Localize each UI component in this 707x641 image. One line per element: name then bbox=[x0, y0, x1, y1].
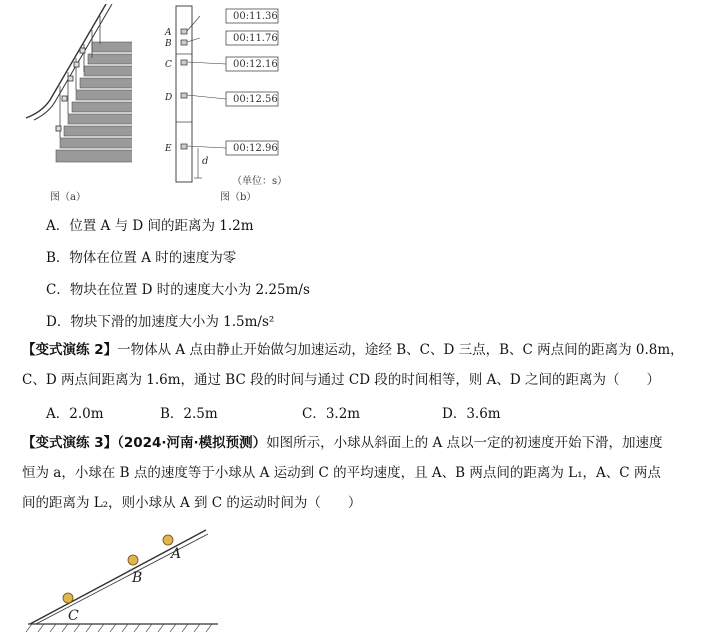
option-key: B． bbox=[46, 250, 70, 266]
figure-b-caption: 图（b） bbox=[220, 192, 257, 203]
q2-paragraph bbox=[22, 335, 702, 395]
q2-line2: C、D 两点间距离为 1.6m，通过 BC 段的时间与通过 CD 段的时间相等，则 A、D 之间的距离为（ ） bbox=[22, 372, 660, 388]
q2-option-d: D．3.6m bbox=[442, 406, 501, 422]
time-b: 00:11.76 bbox=[233, 33, 278, 44]
option-text: 物体在位置 A 时的速度为零 bbox=[69, 250, 237, 266]
option-key: C． bbox=[46, 282, 70, 298]
svg-text:D: D bbox=[165, 93, 173, 103]
timing-diagram bbox=[156, 4, 306, 184]
incline-figure bbox=[22, 522, 222, 637]
staircase-illustration bbox=[20, 4, 132, 204]
svg-text:C: C bbox=[165, 60, 172, 70]
unit-label: （单位：s） bbox=[232, 176, 288, 187]
q2-option-b: B．2.5m bbox=[160, 406, 218, 422]
time-d: 00:12.56 bbox=[233, 94, 278, 105]
q2-option-c: C．3.2m bbox=[302, 406, 361, 422]
figure-b bbox=[156, 4, 306, 204]
q1-option-b bbox=[46, 246, 236, 266]
time-a: 00:11.36 bbox=[233, 11, 278, 22]
option-key: D． bbox=[46, 314, 71, 330]
option-text: 位置 A 与 D 间的距离为 1.2m bbox=[69, 218, 254, 234]
q3-paragraph bbox=[22, 428, 702, 518]
q3-line2: 恒为 a，小球在 B 点的速度等于小球从 A 运动到 C 的平均速度，且 A、B 两点间的距离为 L₁，A、C 两点 bbox=[22, 465, 661, 481]
option-text: 物块下滑的加速度大小为 1.5m/s² bbox=[70, 314, 275, 330]
svg-text:E: E bbox=[165, 144, 172, 154]
q1-option-d bbox=[46, 310, 274, 330]
q3-line3: 间的距离为 L₂，则小球从 A 到 C 的运动时间为（ ） bbox=[22, 495, 362, 511]
incline-illustration bbox=[22, 522, 222, 637]
q3-line1: 如图所示，小球从斜面上的 A 点以一定的初速度开始下滑，加速度 bbox=[266, 435, 663, 451]
figure-a bbox=[20, 4, 132, 204]
option-text: 物块在位置 D 时的速度大小为 2.25m/s bbox=[69, 282, 310, 298]
incline-label-a: A bbox=[171, 546, 182, 562]
figure-a-caption: 图（a） bbox=[50, 192, 86, 203]
q1-option-c bbox=[46, 278, 310, 298]
q3-tag: 【变式演练 3】（2024·河南·模拟预测） bbox=[22, 435, 267, 451]
d-label: d bbox=[202, 156, 209, 167]
q2-option-a: A．2.0m bbox=[46, 406, 104, 422]
incline-label-b: B bbox=[132, 570, 143, 586]
q1-option-a bbox=[46, 214, 254, 234]
q2-line1: 一物体从 A 点由静止开始做匀加速运动，途经 B、C、D 三点，B、C 两点间的距离为 0.8m， bbox=[117, 342, 684, 358]
time-e: 00:12.96 bbox=[233, 143, 278, 154]
option-key: A． bbox=[46, 218, 70, 234]
svg-text:B: B bbox=[165, 39, 172, 49]
incline-label-c: C bbox=[68, 608, 79, 624]
time-c: 00:12.16 bbox=[233, 59, 278, 70]
q2-tag: 【变式演练 2】 bbox=[22, 342, 118, 358]
svg-text:A: A bbox=[165, 28, 172, 38]
